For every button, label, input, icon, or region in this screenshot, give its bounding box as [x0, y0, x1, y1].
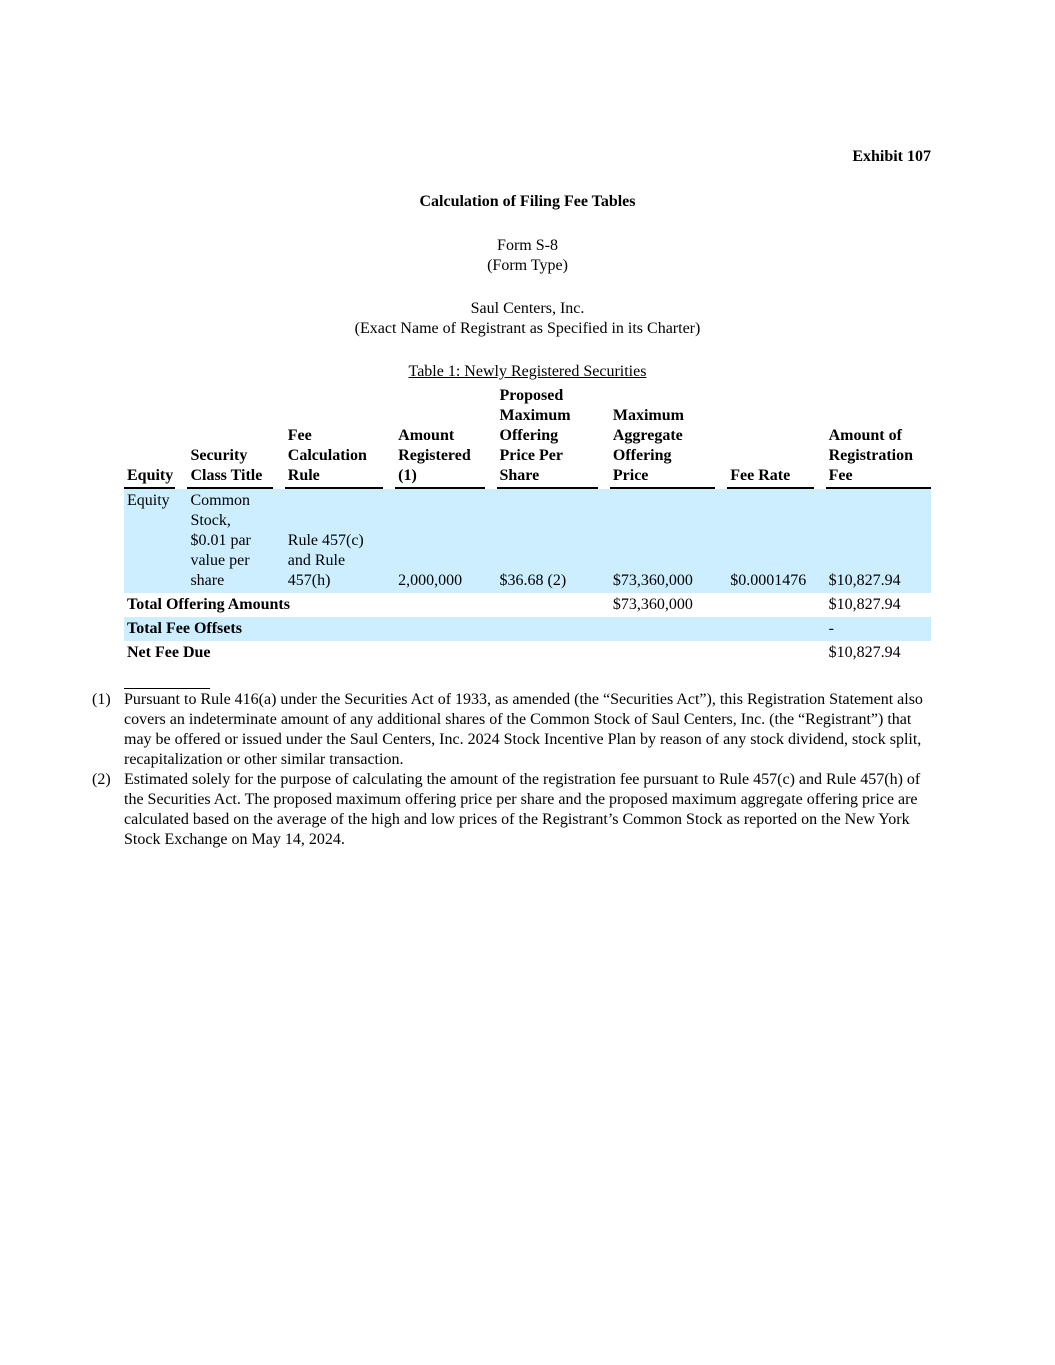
cell-fee-rate: $0.0001476 — [727, 489, 825, 593]
footnote-1 — [92, 690, 932, 770]
footnote-text: Pursuant to Rule 416(a) under the Securities Act of 1933, as amended (the “Securities Act”), this Registration Statement also covers an indeterminate amount of any additional shares of the Common Stock of Saul Centers, Inc. (the “Registrant”) that may be offered or issued under the Saul Centers, Inc. 2024 Stock Incentive Plan by reason of any stock dividend, stock split, recapitalization or other similar transaction. — [124, 691, 923, 768]
registrant-label: (Exact Name of Registrant as Specified in its Charter) — [354, 320, 701, 337]
footnote-divider — [124, 688, 210, 689]
header-fee-rule: Fee Calculation Rule — [285, 386, 395, 489]
registrant-name: Saul Centers, Inc. — [470, 300, 585, 317]
footnote-text: Estimated solely for the purpose of calculating the amount of the registration fee pursuant to Rule 457(c) and Rule 457(h) of the Securities Act. The proposed maximum offering price per share and the proposed maximum aggregate offering price are calculated based on the average of the high and low prices of the Registrant’s Common Stock as reported on the New York Stock Exchange on May 14, 2024. — [124, 771, 921, 848]
exhibit-label: Exhibit 107 — [852, 148, 931, 165]
form-type-label: (Form Type) — [487, 257, 568, 274]
header-amount-registered: Amount Registered (1) — [395, 386, 496, 489]
header-max-aggregate: Maximum Aggregate Offering Price — [610, 386, 727, 489]
total-offering-row — [124, 593, 931, 617]
fee-table — [124, 386, 931, 665]
total-offsets-row — [124, 617, 931, 641]
cell-reg-fee: $10,827.94 — [826, 489, 931, 593]
net-fee-label: Net Fee Due — [127, 644, 211, 661]
table-caption: Table 1: Newly Registered Securities — [408, 363, 647, 380]
cell-security-class: Common Stock, $0.01 par value per share — [187, 489, 284, 593]
cell-proposed-max: $36.68 (2) — [497, 489, 610, 593]
page-title: Calculation of Filing Fee Tables — [419, 193, 636, 210]
form-type: Form S-8 — [497, 237, 558, 254]
table-row — [124, 489, 931, 593]
footnote-number: (1) — [92, 691, 111, 708]
footnote-number: (2) — [92, 771, 111, 788]
header-equity: Equity — [124, 386, 187, 489]
cell-fee-rule: Rule 457(c) and Rule 457(h) — [285, 489, 395, 593]
header-security-class: Security Class Title — [187, 386, 284, 489]
footnotes — [92, 690, 932, 850]
header-reg-fee: Amount of Registration Fee — [826, 386, 931, 489]
net-fee-value: $10,827.94 — [828, 644, 901, 661]
footnote-2 — [92, 770, 932, 850]
net-fee-row — [124, 641, 931, 665]
header-fee-rate: Fee Rate — [727, 386, 825, 489]
table-header-row — [124, 386, 931, 489]
header-proposed-max: Proposed Maximum Offering Price Per Share — [497, 386, 610, 489]
total-offsets-label: Total Fee Offsets — [124, 617, 610, 641]
total-offsets-fee: - — [826, 617, 931, 641]
total-offering-label: Total Offering Amounts — [127, 596, 290, 613]
cell-max-aggregate: $73,360,000 — [610, 489, 727, 593]
total-offering-fee: $10,827.94 — [828, 596, 901, 613]
total-offering-aggregate: $73,360,000 — [612, 596, 693, 613]
cell-equity: Equity — [124, 489, 187, 593]
cell-amount-registered: 2,000,000 — [395, 489, 496, 593]
